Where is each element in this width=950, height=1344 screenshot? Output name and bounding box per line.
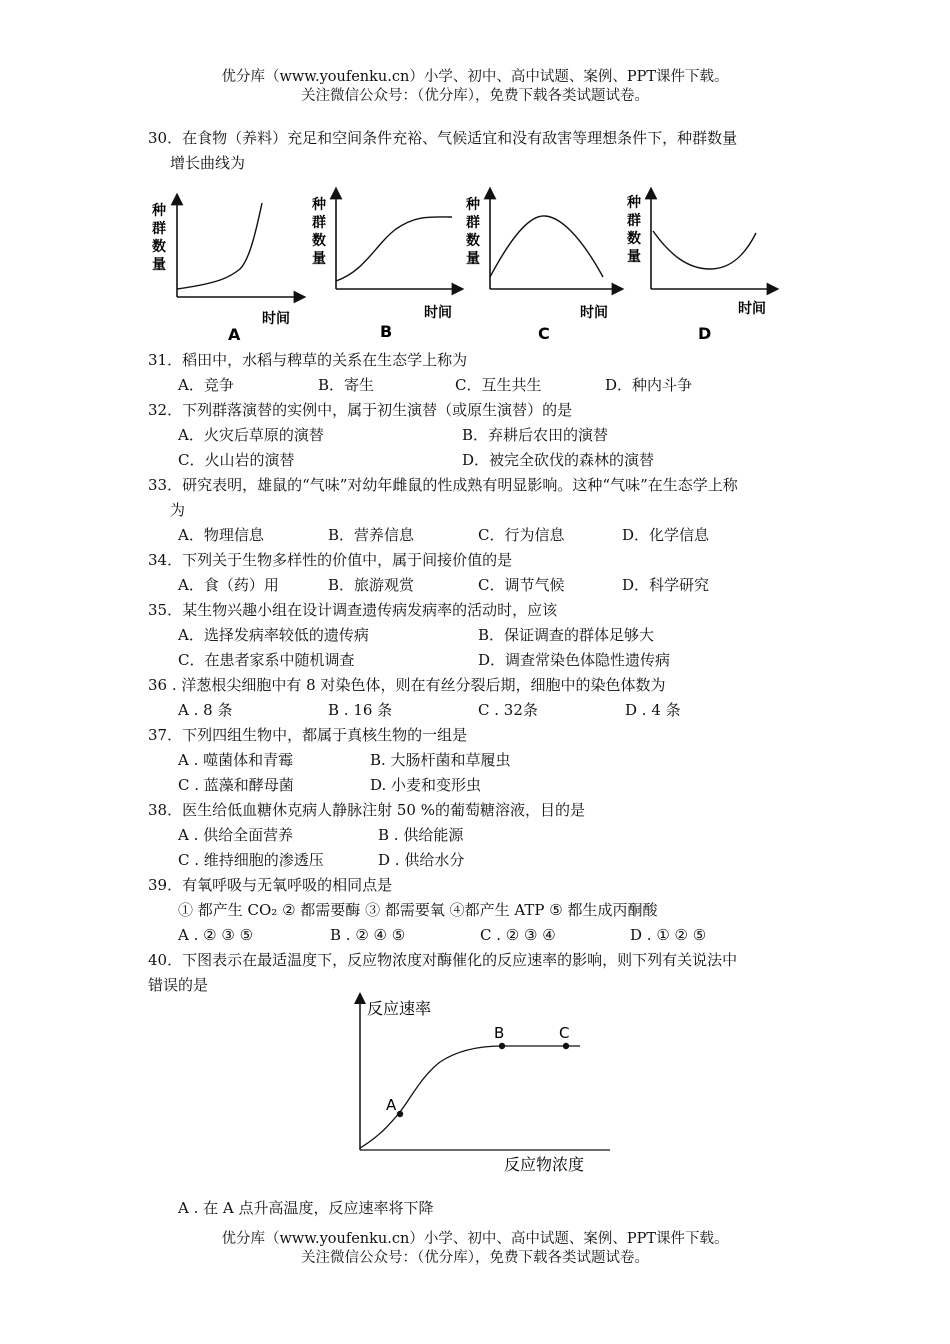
graph-c-curve: [490, 216, 603, 277]
q33-option-d: D．化学信息: [622, 526, 710, 544]
graph-d-ylabel-1: 种: [627, 195, 641, 211]
q35-option-c: C．在患者家系中随机调查: [178, 651, 355, 669]
q40-label-b: B: [494, 1024, 505, 1042]
q34-option-b: B．旅游观赏: [328, 576, 415, 594]
q33-option-a: A．物理信息: [178, 526, 264, 544]
q40-option-a: A . 在 A 点升高温度，反应速率将下降: [178, 1199, 434, 1217]
graph-c: [465, 193, 618, 343]
graph-a-option-label: A: [228, 325, 241, 344]
graph-d-option-label: D: [698, 324, 712, 343]
q30-graphs: [140, 185, 820, 350]
q35-option-d: D．调查常染色体隐性遗传病: [478, 651, 671, 669]
q30-stem-line1: 30．在食物（养料）充足和空间条件充裕、气候适宜和没有敌害等理想条件下，种群数量: [148, 129, 738, 147]
graph-b-xlabel: 时间: [424, 305, 452, 321]
graph-c-xlabel: 时间: [580, 305, 608, 321]
graph-a-ylabel-3: 数: [152, 239, 166, 255]
header-line-1: 优分库（www.youfenku.cn）小学、初中、高中试题、案例、PPT课件下载。: [221, 69, 729, 85]
footer-line-1: 优分库（www.youfenku.cn）小学、初中、高中试题、案例、PPT课件下载。: [221, 1231, 729, 1247]
graph-a: [151, 199, 300, 344]
q39-option-c: C . ② ③ ④: [480, 926, 556, 944]
graph-b-option-label: B: [380, 322, 393, 341]
graph-d: [626, 193, 773, 343]
footer-line-2: 关注微信公众号：（优分库），免费下载各类试题试卷。: [301, 1250, 649, 1266]
q38-stem: 38．医生给低血糖休克病人静脉注射 50 %的葡萄糖溶液，目的是: [148, 801, 585, 819]
q32-option-b: B．弃耕后农田的演替: [462, 426, 609, 444]
graph-a-ylabel-1: 种: [152, 203, 166, 219]
q39-option-d: D . ① ② ⑤: [630, 926, 707, 944]
q30-stem-line2: 增长曲线为: [170, 154, 246, 172]
q32-stem: 32．下列群落演替的实例中，属于初生演替（或原生演替）的是: [148, 401, 573, 419]
q39-option-a: A . ② ③ ⑤: [178, 926, 254, 944]
q36-option-d: D . 4 条: [625, 701, 681, 719]
graph-c-ylabel-4: 量: [466, 251, 480, 267]
graph-b-ylabel-2: 群: [312, 215, 326, 231]
q40-xlabel: 反应物浓度: [504, 1155, 585, 1174]
q40-rate-chart: [340, 990, 630, 1180]
q32-option-c: C．火山岩的演替: [178, 451, 295, 469]
graph-b-curve: [336, 217, 452, 281]
q33-option-b: B．营养信息: [328, 526, 415, 544]
q40-label-a: A: [386, 1096, 397, 1114]
q37-option-b: B. 大肠杆菌和草履虫: [370, 751, 511, 769]
q34-option-a: A．食（药）用: [178, 576, 279, 594]
graph-a-ylabel-2: 群: [152, 221, 166, 237]
q31-option-c: C．互生共生: [455, 376, 542, 394]
q37-stem: 37．下列四组生物中，都属于真核生物的一组是: [148, 726, 468, 744]
q31-option-a: A．竞争: [178, 376, 234, 394]
graph-d-xlabel: 时间: [738, 301, 766, 317]
graph-b-ylabel-3: 数: [312, 233, 326, 249]
q33-stem-line1: 33．研究表明，雄鼠的“气味”对幼年雌鼠的性成熟有明显影响。这种“气味”在生态学上称: [148, 476, 738, 494]
q31-stem: 31．稻田中，水稻与稗草的关系在生态学上称为: [148, 351, 468, 369]
graph-b-ylabel-4: 量: [312, 251, 326, 267]
graph-c-ylabel-1: 种: [466, 197, 480, 213]
header-line-2: 关注微信公众号：（优分库），免费下载各类试题试卷。: [301, 88, 649, 104]
q38-option-a: A . 供给全面营养: [178, 826, 294, 844]
q38-option-c: C . 维持细胞的渗透压: [178, 851, 324, 869]
q40-point-c: [563, 1043, 569, 1049]
q34-option-d: D．科学研究: [622, 576, 710, 594]
graph-d-ylabel-2: 群: [627, 213, 641, 229]
graph-d-ylabel-4: 量: [627, 249, 641, 265]
graph-a-xlabel: 时间: [262, 311, 290, 327]
q39-option-b: B . ② ④ ⑤: [330, 926, 406, 944]
q40-stem-line2: 错误的是: [148, 976, 209, 994]
q31-option-b: B．寄生: [318, 376, 375, 394]
q37-option-d: D. 小麦和变形虫: [370, 776, 482, 794]
q37-option-c: C . 蓝藻和酵母菌: [178, 776, 294, 794]
q34-option-c: C．调节气候: [478, 576, 565, 594]
q31-option-d: D．种内斗争: [605, 376, 693, 394]
graph-c-ylabel-2: 群: [466, 215, 480, 231]
q40-label-c: C: [559, 1024, 570, 1042]
q32-option-d: D．被完全砍伐的森林的演替: [462, 451, 655, 469]
graph-b-ylabel-1: 种: [312, 197, 326, 213]
q40-stem-line1: 40．下图表示在最适温度下，反应物浓度对酶催化的反应速率的影响，则下列有关说法中: [148, 951, 738, 969]
q35-option-a: A．选择发病率较低的遗传病: [178, 626, 369, 644]
q35-option-b: B．保证调查的群体足够大: [478, 626, 655, 644]
graph-a-ylabel-4: 量: [152, 257, 166, 273]
q40-ylabel: 反应速率: [367, 999, 432, 1018]
q38-option-d: D . 供给水分: [378, 851, 465, 869]
graph-d-curve: [653, 231, 756, 269]
q33-option-c: C．行为信息: [478, 526, 565, 544]
q36-option-a: A . 8 条: [178, 701, 233, 719]
graph-b: [311, 193, 458, 341]
q35-stem: 35．某生物兴趣小组在设计调查遗传病发病率的活动时，应该: [148, 601, 558, 619]
graph-c-ylabel-3: 数: [466, 233, 480, 249]
q38-option-b: B . 供给能源: [378, 826, 464, 844]
q34-stem: 34．下列关于生物多样性的价值中，属于间接价值的是: [148, 551, 513, 569]
q37-option-a: A . 噬菌体和青霉: [178, 751, 294, 769]
q32-option-a: A．火灾后草原的演替: [178, 426, 324, 444]
q40-point-b: [499, 1043, 505, 1049]
graph-a-curve: [177, 203, 262, 289]
q36-stem: 36 . 洋葱根尖细胞中有 8 对染色体，则在有丝分裂后期，细胞中的染色体数为: [148, 676, 666, 694]
q39-stem: 39．有氧呼吸与无氧呼吸的相同点是: [148, 876, 393, 894]
q36-option-b: B . 16 条: [328, 701, 393, 719]
graph-d-ylabel-3: 数: [627, 231, 641, 247]
graph-c-option-label: C: [538, 324, 550, 343]
q36-option-c: C . 32条: [478, 701, 538, 719]
q33-stem-line2: 为: [170, 501, 186, 519]
q40-point-a: [397, 1111, 403, 1117]
q39-items: ① 都产生 CO₂ ② 都需要酶 ③ 都需要氧 ④都产生 ATP ⑤ 都生成丙酮酸: [178, 901, 658, 919]
